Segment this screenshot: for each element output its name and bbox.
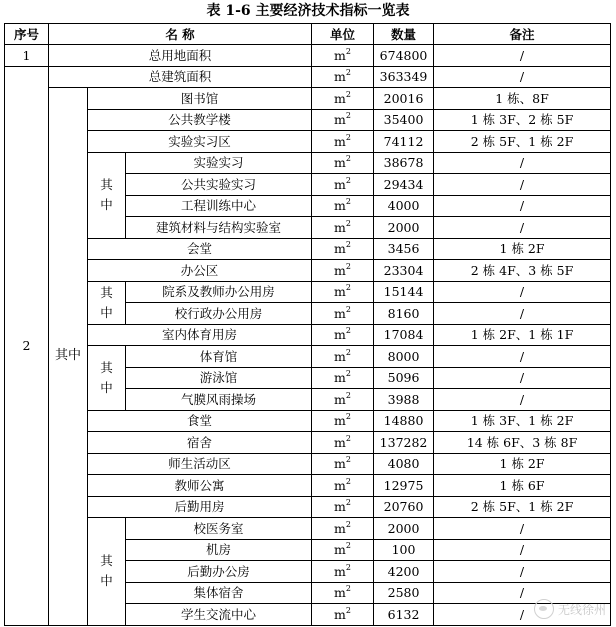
qty-cell: 2580 xyxy=(374,582,434,604)
qty-cell: 35400 xyxy=(374,109,434,131)
qty-cell: 29434 xyxy=(374,174,434,196)
name-cell: 师生活动区 xyxy=(88,453,312,475)
qty-cell: 14880 xyxy=(374,410,434,432)
table-row xyxy=(5,131,611,153)
unit-cell: $m^2$ xyxy=(312,109,374,131)
table-row xyxy=(5,281,611,303)
unit-cell: $m^2$ xyxy=(312,453,374,475)
name-cell: 校行政办公用房 xyxy=(126,303,312,325)
qty-cell: 4200 xyxy=(374,561,434,583)
header-qty: 数量 xyxy=(374,24,434,45)
table-header-row xyxy=(5,24,611,45)
note-cell: 2 栋 4F、3 栋 5F xyxy=(434,260,611,282)
unit-cell: $m^2$ xyxy=(312,475,374,497)
qty-cell: 38678 xyxy=(374,152,434,174)
unit-cell: $m^2$ xyxy=(312,410,374,432)
unit-cell: $m^2$ xyxy=(312,152,374,174)
qty-cell: 6132 xyxy=(374,604,434,626)
qty-cell: 15144 xyxy=(374,281,434,303)
name-cell: 后勤办公房 xyxy=(126,561,312,583)
qty-cell: 2000 xyxy=(374,518,434,540)
unit-cell: $m^2$ xyxy=(312,561,374,583)
unit-cell: $m^2$ xyxy=(312,238,374,260)
note-cell: / xyxy=(434,217,611,239)
note-cell: 1 栋 2F、1 栋 1F xyxy=(434,324,611,346)
name-cell: 机房 xyxy=(126,539,312,561)
name-cell: 图书馆 xyxy=(88,88,312,110)
note-cell: / xyxy=(434,518,611,540)
qty-cell: 4000 xyxy=(374,195,434,217)
note-cell: / xyxy=(434,539,611,561)
name-cell: 总用地面积 xyxy=(49,45,312,67)
qty-cell: 2000 xyxy=(374,217,434,239)
qty-cell: 8000 xyxy=(374,346,434,368)
unit-cell: $m^2$ xyxy=(312,496,374,518)
name-cell: 体育馆 xyxy=(126,346,312,368)
qty-cell: 4080 xyxy=(374,453,434,475)
table-row xyxy=(5,238,611,260)
qty-cell: 12975 xyxy=(374,475,434,497)
qty-cell: 5096 xyxy=(374,367,434,389)
note-cell: 1 栋、8F xyxy=(434,88,611,110)
table-row xyxy=(5,453,611,475)
name-cell: 建筑材料与结构实验室 xyxy=(126,217,312,239)
unit-cell: $m^2$ xyxy=(312,281,374,303)
table-row xyxy=(5,66,611,88)
name-cell: 校医务室 xyxy=(126,518,312,540)
name-cell: 院系及教师办公用房 xyxy=(126,281,312,303)
name-cell: 公共教学楼 xyxy=(88,109,312,131)
name-cell: 实验实习区 xyxy=(88,131,312,153)
group-label-sub: 其中 xyxy=(88,281,126,324)
note-cell: / xyxy=(434,604,611,626)
unit-cell: $m^2$ xyxy=(312,260,374,282)
table-row xyxy=(5,260,611,282)
indicator-table xyxy=(4,23,611,626)
note-cell: 1 栋 3F、1 栋 2F xyxy=(434,410,611,432)
name-cell: 学生交流中心 xyxy=(126,604,312,626)
note-cell: / xyxy=(434,281,611,303)
table-row xyxy=(5,45,611,67)
qty-cell: 23304 xyxy=(374,260,434,282)
unit-cell: $m^2$ xyxy=(312,346,374,368)
table-row xyxy=(5,152,611,174)
group-label-sub: 其中 xyxy=(88,518,126,626)
qty-cell: 20016 xyxy=(374,88,434,110)
group-label-sub: 其中 xyxy=(88,152,126,238)
watermark-text: 无线徐州 xyxy=(557,602,606,617)
unit-cell: $m^2$ xyxy=(312,324,374,346)
note-cell: / xyxy=(434,561,611,583)
qty-cell: 74112 xyxy=(374,131,434,153)
header-seq: 序号 xyxy=(5,24,49,45)
qty-cell: 137282 xyxy=(374,432,434,454)
unit-cell: $m^2$ xyxy=(312,432,374,454)
name-cell: 集体宿舍 xyxy=(126,582,312,604)
table-row xyxy=(5,475,611,497)
qty-cell: 363349 xyxy=(374,66,434,88)
unit-cell: $m^2$ xyxy=(312,174,374,196)
name-cell: 实验实习 xyxy=(126,152,312,174)
note-cell: / xyxy=(434,66,611,88)
note-cell: 1 栋 3F、2 栋 5F xyxy=(434,109,611,131)
name-cell: 公共实验实习 xyxy=(126,174,312,196)
name-cell: 总建筑面积 xyxy=(49,66,312,88)
group-label-sub: 其中 xyxy=(88,346,126,411)
note-cell: / xyxy=(434,367,611,389)
unit-cell: $m^2$ xyxy=(312,582,374,604)
table-title: 表 1-6 主要经济技术指标一览表 xyxy=(206,3,410,19)
unit-cell: $m^2$ xyxy=(312,539,374,561)
note-cell: / xyxy=(434,303,611,325)
unit-cell: $m^2$ xyxy=(312,131,374,153)
note-cell: 14 栋 6F、3 栋 8F xyxy=(434,432,611,454)
note-cell: / xyxy=(434,174,611,196)
name-cell: 室内体育用房 xyxy=(88,324,312,346)
unit-cell: $m^2$ xyxy=(312,604,374,626)
unit-cell: $m^2$ xyxy=(312,518,374,540)
group-label-main: 其中 xyxy=(49,88,88,626)
name-cell: 游泳馆 xyxy=(126,367,312,389)
table-row xyxy=(5,496,611,518)
qty-cell: 3988 xyxy=(374,389,434,411)
note-cell: 1 栋 6F xyxy=(434,475,611,497)
name-cell: 后勤用房 xyxy=(88,496,312,518)
note-cell: 2 栋 5F、1 栋 2F xyxy=(434,496,611,518)
name-cell: 教师公寓 xyxy=(88,475,312,497)
qty-cell: 3456 xyxy=(374,238,434,260)
name-cell: 食堂 xyxy=(88,410,312,432)
unit-cell: $m^2$ xyxy=(312,367,374,389)
name-cell: 工程训练中心 xyxy=(126,195,312,217)
table-row xyxy=(5,346,611,368)
qty-cell: 8160 xyxy=(374,303,434,325)
table-row xyxy=(5,109,611,131)
header-unit: 单位 xyxy=(312,24,374,45)
unit-cell: $m^2$ xyxy=(312,45,374,67)
unit-cell: $m^2$ xyxy=(312,88,374,110)
note-cell: 2 栋 5F、1 栋 2F xyxy=(434,131,611,153)
name-cell: 气膜风雨操场 xyxy=(126,389,312,411)
qty-cell: 674800 xyxy=(374,45,434,67)
unit-cell: $m^2$ xyxy=(312,389,374,411)
table-row xyxy=(5,88,611,110)
note-cell: / xyxy=(434,389,611,411)
qty-cell: 100 xyxy=(374,539,434,561)
unit-cell: $m^2$ xyxy=(312,303,374,325)
header-name: 名 称 xyxy=(49,24,312,45)
table-row xyxy=(5,324,611,346)
note-cell: / xyxy=(434,346,611,368)
note-cell: 1 栋 2F xyxy=(434,453,611,475)
unit-cell: $m^2$ xyxy=(312,195,374,217)
table-row xyxy=(5,432,611,454)
header-note: 备注 xyxy=(434,24,611,45)
seq-cell: 1 xyxy=(5,45,49,67)
qty-cell: 20760 xyxy=(374,496,434,518)
table-row xyxy=(5,410,611,432)
table-row xyxy=(5,518,611,540)
note-cell: / xyxy=(434,195,611,217)
qty-cell: 17084 xyxy=(374,324,434,346)
unit-cell: $m^2$ xyxy=(312,66,374,88)
note-cell: / xyxy=(434,45,611,67)
note-cell: 1 栋 2F xyxy=(434,238,611,260)
name-cell: 宿舍 xyxy=(88,432,312,454)
unit-cell: $m^2$ xyxy=(312,217,374,239)
name-cell: 会堂 xyxy=(88,238,312,260)
note-cell: / xyxy=(434,582,611,604)
seq-cell: 2 xyxy=(5,66,49,625)
note-cell: / xyxy=(434,152,611,174)
name-cell: 办公区 xyxy=(88,260,312,282)
